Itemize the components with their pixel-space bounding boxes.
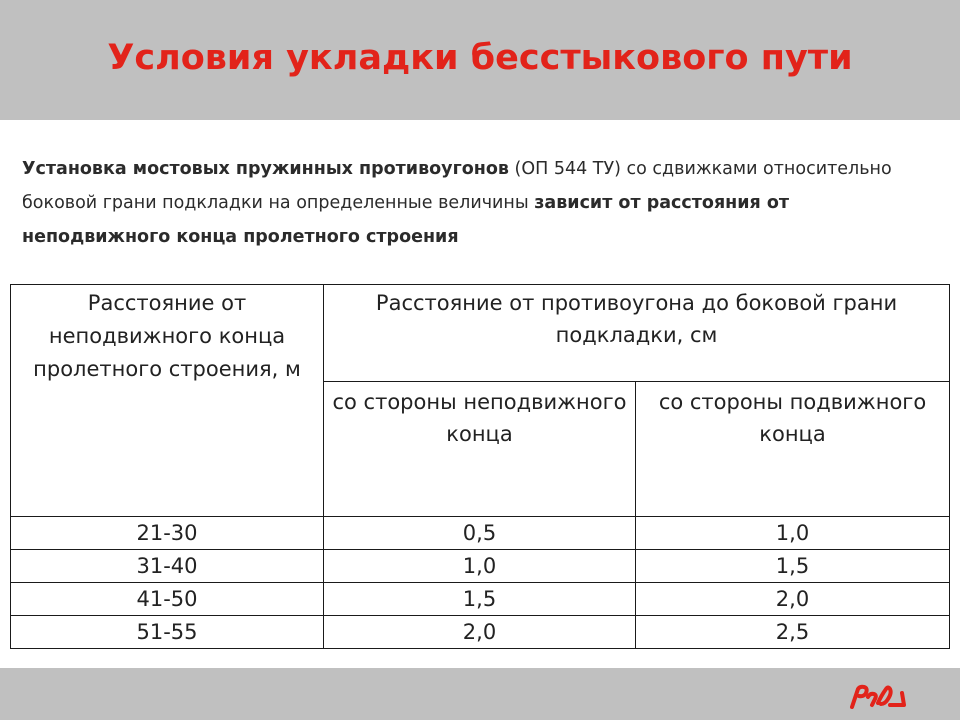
cell-moving: 2,5 [636, 616, 950, 649]
header-group-line1: Расстояние от противоугона до боковой грани [375, 291, 898, 315]
cell-distance: 21-30 [11, 517, 324, 550]
table-row [11, 616, 950, 649]
table-row [11, 550, 950, 583]
rzd-logo-icon [848, 683, 908, 709]
intro-bold-subject: Установка мостовых пружинных противоугонов [22, 159, 509, 179]
table-row [11, 583, 950, 616]
cell-distance: 31-40 [11, 550, 324, 583]
header-distance: Расстояние от неподвижного конца пролетного строения, м [11, 285, 324, 517]
header-group-line2: подкладки, см [555, 323, 718, 347]
header-moving-end: со стороны подвижного конца [636, 382, 950, 517]
header-fixed-end: со стороны неподвижного конца [324, 382, 636, 517]
slide-title: Условия укладки бесстыкового пути [107, 38, 853, 78]
cell-fixed: 1,0 [324, 550, 636, 583]
cell-distance: 41-50 [11, 583, 324, 616]
header-group [324, 285, 950, 382]
cell-fixed: 2,0 [324, 616, 636, 649]
cell-fixed: 0,5 [324, 517, 636, 550]
spacing-table [10, 284, 950, 649]
footer-band [0, 668, 960, 720]
cell-moving: 1,5 [636, 550, 950, 583]
table-row [11, 517, 950, 550]
cell-moving: 2,0 [636, 583, 950, 616]
intro-paragraph [22, 152, 942, 254]
cell-moving: 1,0 [636, 517, 950, 550]
intro-middle-text: (ОП 544 ТУ) со сдвижками относительно боковой грани подкладки на определенные величины [22, 159, 892, 213]
cell-fixed: 1,5 [324, 583, 636, 616]
cell-distance: 51-55 [11, 616, 324, 649]
intro-bold-conclusion: зависит от расстояния от неподвижного конца пролетного строения [22, 193, 790, 247]
